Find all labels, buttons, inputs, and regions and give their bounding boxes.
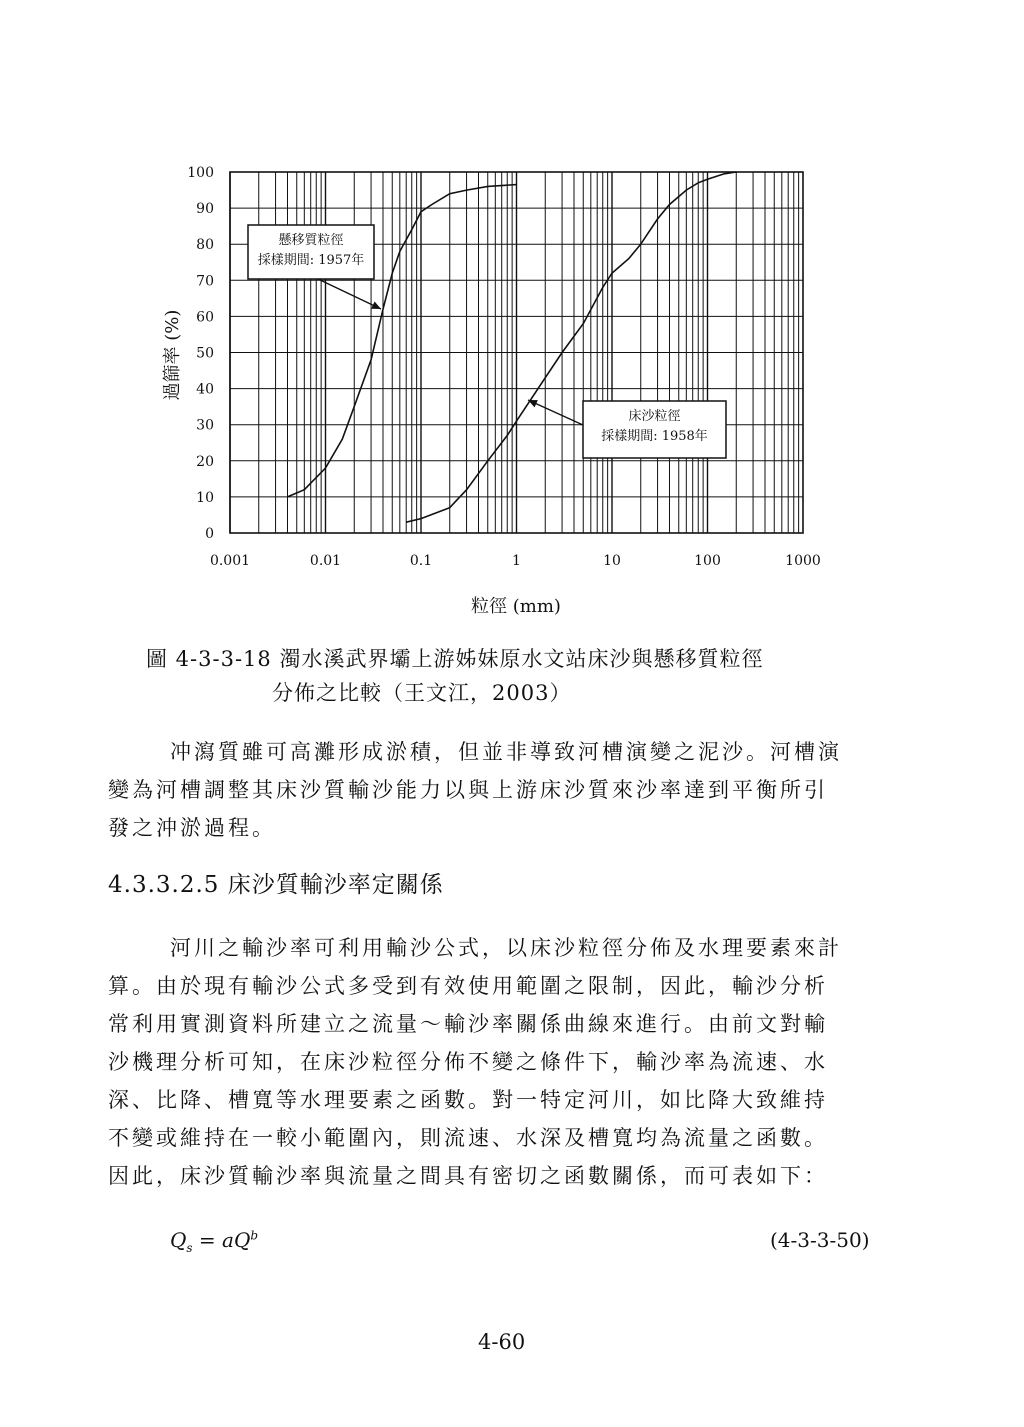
paragraph-2-line: 深、比降、槽寬等水理要素之函數。對一特定河川，如比降大致維持 <box>108 1088 828 1112</box>
chart-annotations <box>248 225 726 458</box>
x-tick-label: 100 <box>694 553 721 569</box>
x-tick-label: 0.01 <box>309 553 342 569</box>
y-tick-label: 20 <box>196 453 214 470</box>
y-tick-label: 50 <box>196 345 214 362</box>
paragraph-2 <box>108 929 898 1195</box>
section-heading: 4.3.3.2.5 床沙質輸沙率定關係 <box>108 872 444 898</box>
y-tick-label: 30 <box>196 417 214 434</box>
x-tick-label: 0.1 <box>409 553 433 569</box>
formula-exponent: b <box>250 1228 259 1243</box>
annotation-text: 採樣期間: 1958年 <box>601 429 708 444</box>
x-axis-label: 粒徑 (mm) <box>471 596 561 617</box>
paragraph-1-line: 發之沖淤過程。 <box>108 816 276 840</box>
x-tick-label: 0.001 <box>209 553 251 569</box>
y-tick-label: 90 <box>196 201 214 218</box>
y-tick-label: 40 <box>196 381 214 398</box>
paragraph-2-line: 河川之輸沙率可利用輸沙公式，以床沙粒徑分佈及水理要素來計 <box>170 936 842 960</box>
y-tick-label: 10 <box>196 489 214 506</box>
formula <box>170 1228 258 1255</box>
paragraph-1-line: 變為河槽調整其床沙質輸沙能力以與上游床沙質來沙率達到平衡所引 <box>108 778 828 802</box>
grain-size-chart <box>0 0 1024 620</box>
equation-number: (4-3-3-50) <box>770 1228 870 1252</box>
paragraph-2-line: 算。由於現有輸沙公式多受到有效使用範圍之限制，因此，輸沙分析 <box>108 974 828 998</box>
formula-subscript: s <box>186 1241 193 1255</box>
y-tick-label: 70 <box>196 273 214 290</box>
paragraph-2-line: 不變或維持在一較小範圍內，則流速、水深及槽寬均為流量之函數。 <box>108 1126 828 1150</box>
paragraph-2-line: 沙機理分析可知，在床沙粒徑分佈不變之條件下，輸沙率為流速、水 <box>108 1050 828 1074</box>
paragraph-2-line: 因此，床沙質輸沙率與流量之間具有密切之函數關係，而可表如下： <box>108 1164 828 1188</box>
y-tick-label: 60 <box>196 309 214 326</box>
annotation-text: 採樣期間: 1957年 <box>257 253 365 268</box>
figure-caption-line2: 分佈之比較（王文江，2003） <box>272 681 572 705</box>
x-tick-label: 10 <box>603 553 621 569</box>
annotation-text: 懸移質粒徑 <box>278 233 344 248</box>
formula-q: Q <box>170 1228 187 1252</box>
formula-rhs: = aQ <box>192 1228 251 1252</box>
y-axis-label: 過篩率 (%) <box>162 309 183 401</box>
paragraph-2-line: 常利用實測資料所建立之流量～輸沙率關係曲線來進行。由前文對輸 <box>108 1012 828 1036</box>
paragraph-1-line: 冲瀉質雖可高灘形成淤積，但並非導致河槽演變之泥沙。河槽演 <box>170 740 842 764</box>
x-tick-label: 1 <box>512 553 521 569</box>
y-tick-label: 80 <box>196 237 214 254</box>
x-tick-label: 1000 <box>785 553 821 569</box>
y-tick-label: 0 <box>205 526 214 542</box>
page-number: 4-60 <box>478 1330 526 1354</box>
y-tick-label: 100 <box>187 165 214 181</box>
figure-caption-line1: 圖 4-3-3-18 濁水溪武界壩上游姊妹原水文站床沙與懸移質粒徑 <box>146 647 764 671</box>
annotation-arrow-line <box>528 400 583 425</box>
paragraph-1 <box>108 733 898 847</box>
annotation-text: 床沙粒徑 <box>628 409 681 424</box>
